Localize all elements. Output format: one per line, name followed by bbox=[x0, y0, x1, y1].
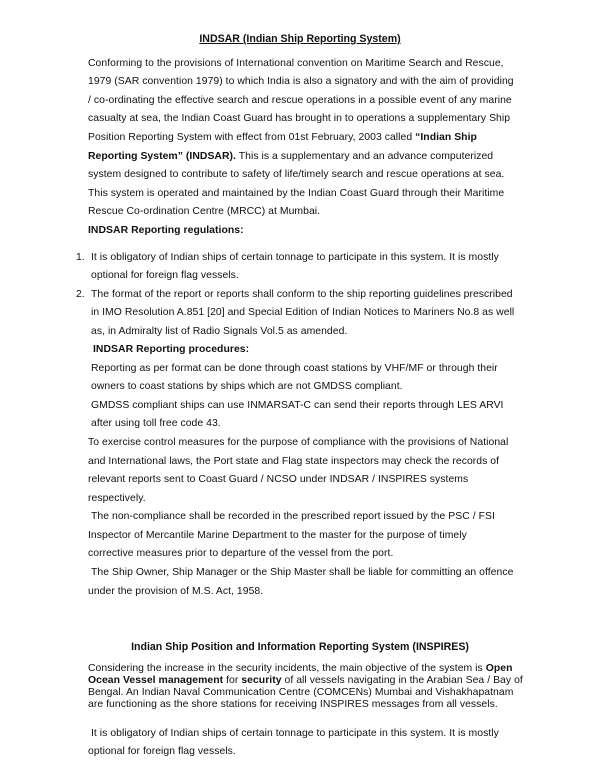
inspires-text: Considering the increase in the security incidents, the main objective of the system is bbox=[88, 663, 486, 674]
control-line: relevant reports sent to Coast Guard / NCSO under INDSAR / INSPIRES systems bbox=[88, 474, 469, 485]
noncompliance-line: The non-compliance shall be recorded in the prescribed report issued by the PSC / FSI bbox=[91, 511, 495, 522]
list-item-line: It is obligatory of Indian ships of certain tonnage to participate in this system. It is mostly bbox=[91, 252, 499, 263]
intro-line: casualty at sea, the Indian Coast Guard has brought in to operations a supplementary Ship bbox=[88, 113, 511, 124]
inspires-text: of all vessels navigating in the Arabian Sea / Bay of bbox=[281, 675, 523, 686]
intro-line: Rescue Co-ordination Centre (MRCC) at Mumbai. bbox=[88, 206, 321, 217]
regulations-heading: INDSAR Reporting regulations: bbox=[88, 225, 244, 236]
intro-text: This is a supplementary and an advance computerized bbox=[236, 151, 494, 162]
noncompliance-line: Inspector of Mercantile Marine Department to the master for the purpose of timely bbox=[88, 530, 467, 541]
liability-line: The Ship Owner, Ship Manager or the Ship Master shall be liable for committing an offence bbox=[91, 567, 514, 578]
list-number: 2. bbox=[76, 289, 85, 300]
control-line: and International laws, the Port state and Flag state inspectors may check the records of bbox=[88, 456, 500, 467]
intro-bold-text: Reporting System” (INDSAR). bbox=[88, 151, 236, 162]
inspires-bold-text: Open bbox=[485, 663, 513, 674]
intro-line: 1979 (SAR convention 1979) to which India is also a signatory and with the aim of providing bbox=[88, 76, 514, 87]
inspires-bold-text: Ocean Vessel management bbox=[88, 675, 224, 686]
procedures-line: owners to coast stations by ships which are not GMDSS compliant. bbox=[91, 381, 403, 392]
final-line: optional for foreign flag vessels. bbox=[88, 746, 236, 757]
inspires-line bbox=[88, 675, 523, 687]
inspires-line: Bengal. An Indian Naval Communication Centre (COMCENs) Mumbai and Vishakhapatnam bbox=[88, 687, 514, 698]
noncompliance-line: corrective measures prior to departure of the vessel from the port. bbox=[88, 548, 394, 559]
intro-line: system designed to contribute to safety of life/timely search and rescue operations at sea. bbox=[88, 169, 505, 180]
procedures-line: after using toll free code 43. bbox=[91, 418, 221, 429]
intro-line bbox=[88, 150, 493, 163]
intro-text: Position Reporting System with effect from 01st February, 2003 called bbox=[88, 132, 416, 143]
procedures-line: GMDSS compliant ships can use INMARSAT-C can send their reports through LES ARVI bbox=[91, 400, 504, 411]
intro-bold-text: “Indian Ship bbox=[415, 132, 477, 143]
control-line: respectively. bbox=[88, 493, 146, 504]
intro-line: Conforming to the provisions of International convention on Maritime Search and Rescue, bbox=[88, 58, 504, 69]
list-number: 1. bbox=[76, 252, 85, 263]
intro-line: This system is operated and maintained by the Indian Coast Guard through their Maritime bbox=[88, 188, 505, 199]
list-item-line: as, in Admiralty list of Radio Signals Vol.5 as amended. bbox=[91, 326, 348, 337]
procedures-heading: INDSAR Reporting procedures: bbox=[93, 344, 250, 355]
inspires-title: Indian Ship Position and Information Reporting System (INSPIRES) bbox=[131, 641, 469, 653]
intro-line bbox=[88, 131, 477, 144]
inspires-text: for bbox=[223, 675, 242, 686]
control-line: To exercise control measures for the purpose of compliance with the provisions of National bbox=[88, 437, 509, 448]
inspires-line: are functioning as the shore stations for receiving INSPIRES messages from all vessels. bbox=[88, 699, 498, 710]
list-item-line: in IMO Resolution A.851 [20] and Special Edition of Indian Notices to Mariners No.8 as well bbox=[91, 307, 515, 318]
list-item-line: The format of the report or reports shall conform to the ship reporting guidelines prescribed bbox=[91, 289, 513, 300]
page-title: INDSAR (Indian Ship Reporting System) bbox=[199, 33, 401, 45]
intro-line: / co-ordinating the effective search and rescue operations in a possible event of any marine bbox=[88, 95, 512, 106]
inspires-bold-text: security bbox=[241, 675, 282, 686]
liability-line: under the provision of M.S. Act, 1958. bbox=[88, 586, 264, 597]
list-item-line: optional for foreign flag vessels. bbox=[91, 270, 239, 281]
final-line: It is obligatory of Indian ships of certain tonnage to participate in this system. It is mostly bbox=[91, 728, 499, 739]
inspires-line bbox=[88, 663, 512, 675]
procedures-line: Reporting as per format can be done through coast stations by VHF/MF or through their bbox=[91, 363, 498, 374]
